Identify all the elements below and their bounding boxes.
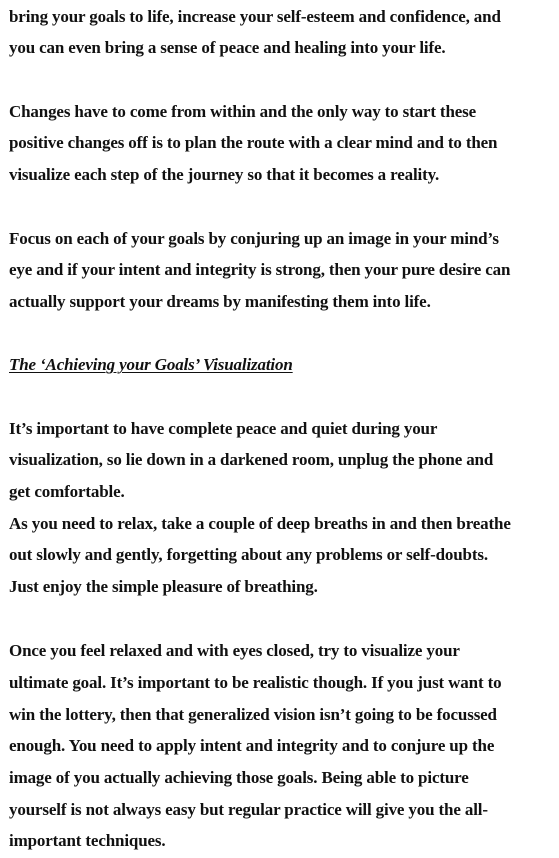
text-line: win the lottery, then that generalized vision isn’t going to be focussed [9, 705, 497, 724]
text-line: bring your goals to life, increase your self-esteem and confidence, and [9, 7, 501, 26]
text-line: actually support your dreams by manifesting them into life. [9, 292, 431, 311]
text-line: Changes have to come from within and the only way to start these [9, 102, 477, 121]
text-line: you can even bring a sense of peace and healing into your life. [9, 38, 446, 57]
text-line: out slowly and gently, forgetting about any problems or self-doubts. [9, 545, 488, 564]
text-line: image of you actually achieving those goals. Being able to picture [9, 768, 469, 787]
text-line: enough. You need to apply intent and integrity and to conjure up the [9, 736, 495, 755]
text-line: Once you feel relaxed and with eyes closed, try to visualize your [9, 641, 460, 660]
text-line: As you need to relax, take a couple of deep breaths in and then breathe [9, 514, 511, 533]
text-line: important techniques. [9, 831, 166, 850]
text-line: yourself is not always easy but regular practice will give you the all- [9, 800, 488, 819]
text-line: Just enjoy the simple pleasure of breathing. [9, 577, 318, 596]
text-line: It’s important to have complete peace and quiet during your [9, 419, 438, 438]
text-line: eye and if your intent and integrity is strong, then your pure desire can [9, 260, 511, 279]
text-line: get comfortable. [9, 482, 125, 501]
text-line: visualization, so lie down in a darkened room, unplug the phone and [9, 450, 494, 469]
text-line: positive changes off is to plan the route with a clear mind and to then [9, 133, 498, 152]
text-line: Focus on each of your goals by conjuring up an image in your mind’s [9, 229, 499, 248]
section-heading: The ‘Achieving your Goals’ Visualization [9, 355, 293, 374]
text-line: visualize each step of the journey so that it becomes a reality. [9, 165, 440, 184]
text-line: ultimate goal. It’s important to be realistic though. If you just want to [9, 673, 502, 692]
